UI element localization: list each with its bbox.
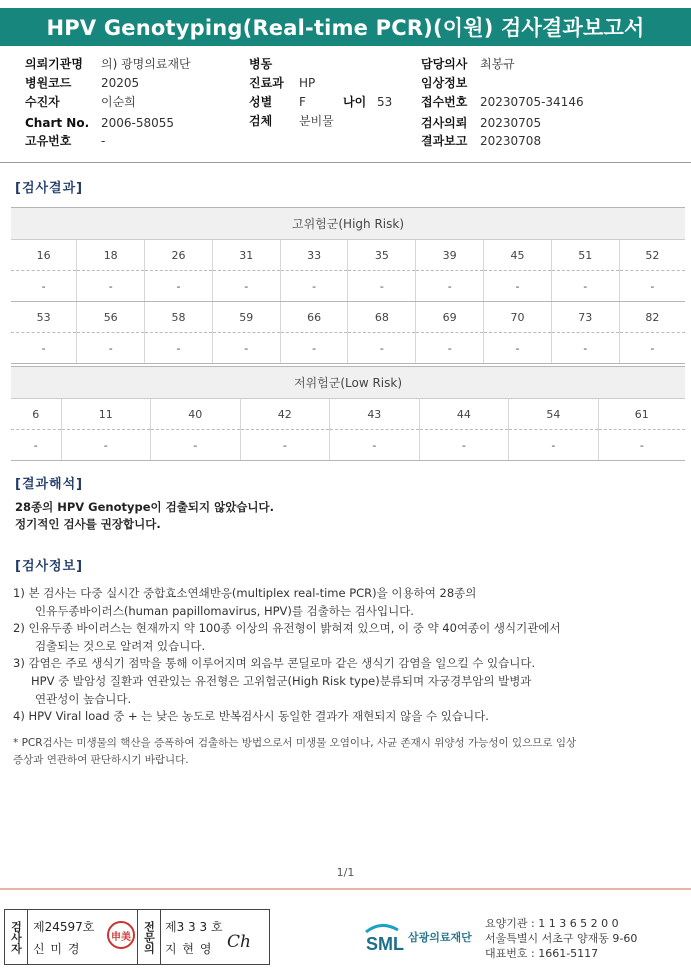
hospital-code-label: 병원코드 <box>25 76 72 90</box>
receipt-label: 접수번호 <box>421 95 468 109</box>
company-name: 삼광의료재단 <box>408 931 472 944</box>
specialist-label <box>137 910 161 964</box>
result-cell: - <box>11 430 61 461</box>
tester-license: 제24597호 <box>33 920 95 934</box>
genotype-cell: 45 <box>484 240 552 271</box>
result-cell: - <box>280 333 348 364</box>
note-line: 2) 인유두종 바이러스는 현재까지 약 100종 이상의 유전형이 밝혀져 있으며, 이 중 약 40여종이 생식기관에서 <box>13 621 561 636</box>
tester-name: 신 미 경 <box>33 942 81 956</box>
result-cell: - <box>11 271 77 302</box>
genotype-cell: 66 <box>280 302 348 333</box>
specialist-signature: Ch <box>227 932 251 952</box>
genotype-cell: 35 <box>348 240 416 271</box>
note-line: 검출되는 것으로 알려져 있습니다. <box>35 638 206 653</box>
result-cell: - <box>619 271 685 302</box>
genotype-cell: 6 <box>11 399 61 430</box>
genotype-cell: 73 <box>551 302 619 333</box>
signature-box <box>4 909 270 965</box>
institution-code: 요양기관 : 1 1 3 6 5 2 0 0 <box>485 917 619 930</box>
tester-seal: 申美 <box>107 921 135 949</box>
genotype-cell: 70 <box>484 302 552 333</box>
note-line: 인유두종바이러스(human papillomavirus, HPV)를 검출하는 검사입니다. <box>35 603 414 618</box>
result-cell: - <box>145 271 213 302</box>
note-line: 연관성이 높습니다. <box>35 691 132 706</box>
result-cell: - <box>330 430 420 461</box>
result-cell: - <box>348 333 416 364</box>
receipt-value: 20230705-34146 <box>480 95 584 109</box>
note-line: 3) 감염은 주로 생식기 점막을 통해 이루어지며 외음부 콘딜로마 같은 생식기 감염을 일으킬 수 있습니다. <box>13 656 536 671</box>
genotype-cell: 61 <box>598 399 685 430</box>
genotype-cell: 68 <box>348 302 416 333</box>
dept-value: HP <box>299 76 316 90</box>
genotype-cell: 43 <box>330 399 420 430</box>
institution-label: 의뢰기관명 <box>25 57 83 71</box>
genotype-cell: 16 <box>11 240 77 271</box>
examinee-label: 수진자 <box>25 95 60 109</box>
result-cell: - <box>77 271 145 302</box>
result-cell: - <box>77 333 145 364</box>
report-value: 20230708 <box>480 134 542 148</box>
result-cell: - <box>551 271 619 302</box>
unique-label: 고유번호 <box>25 134 72 148</box>
genotype-cell: 40 <box>151 399 241 430</box>
specialist-name: 지 현 영 <box>165 942 213 956</box>
specialist-license: 제3 3 3 호 <box>165 920 223 934</box>
genotype-cell: 33 <box>280 240 348 271</box>
divider <box>0 162 691 163</box>
genotype-cell: 53 <box>11 302 77 333</box>
genotype-cell: 56 <box>77 302 145 333</box>
tester-label <box>5 910 28 964</box>
request-value: 20230705 <box>480 116 542 130</box>
genotype-cell: 39 <box>416 240 484 271</box>
result-cell: - <box>484 333 552 364</box>
footer-divider <box>0 888 691 890</box>
high-risk-table <box>11 207 685 364</box>
chart-label: Chart No. <box>25 116 90 130</box>
note-line: 4) HPV Viral load 중 + 는 낮은 농도로 반복검사시 동일한 결과가 재현되지 않을 수 있습니다. <box>13 709 489 724</box>
footnote-line: 증상과 연관하여 판단하시기 바랍니다. <box>13 753 189 766</box>
company-address: 서울특별시 서초구 양재동 9-60 <box>485 932 638 945</box>
result-cell: - <box>619 333 685 364</box>
genotype-cell: 52 <box>619 240 685 271</box>
sml-logo-text: SML <box>366 934 404 954</box>
result-cell: - <box>484 271 552 302</box>
result-cell: - <box>212 333 280 364</box>
company-contact <box>485 916 637 961</box>
genotype-cell: 69 <box>416 302 484 333</box>
result-cell: - <box>419 430 509 461</box>
patient-info <box>25 55 685 155</box>
genotype-cell: 26 <box>145 240 213 271</box>
interpretation-line: 정기적인 검사를 권장합니다. <box>15 517 161 531</box>
result-cell: - <box>151 430 241 461</box>
specimen-value: 분비물 <box>299 114 334 128</box>
genotype-cell: 82 <box>619 302 685 333</box>
request-label: 검사의뢰 <box>421 116 468 130</box>
age-value: 53 <box>377 95 393 109</box>
genotype-cell: 51 <box>551 240 619 271</box>
hospital-code-value: 20205 <box>101 76 140 90</box>
sex-value: F <box>299 95 306 109</box>
result-cell: - <box>280 271 348 302</box>
dept-label: 진료과 <box>249 76 284 90</box>
report-title: HPV Genotyping(Real-time PCR)(이원) 검사결과보고서 <box>0 8 691 46</box>
footnote-line: * PCR검사는 미생물의 핵산을 증폭하여 검출하는 방법으로서 미생물 오염이나, 사균 존재시 위양성 가능성이 있으므로 임상 <box>13 737 577 749</box>
genotype-cell: 54 <box>509 399 599 430</box>
result-cell: - <box>416 333 484 364</box>
examinee-value: 이순희 <box>101 95 136 109</box>
genotype-cell: 59 <box>212 302 280 333</box>
sex-label: 성별 <box>249 95 273 109</box>
pcr-footnote <box>13 735 663 768</box>
doctor-value: 최봉규 <box>480 57 515 71</box>
result-cell: - <box>212 271 280 302</box>
report-label: 결과보고 <box>421 134 468 148</box>
result-cell: - <box>416 271 484 302</box>
specimen-label: 검체 <box>249 114 273 128</box>
page-number: 1/1 <box>336 866 355 879</box>
low-risk-table <box>11 366 685 461</box>
clinical-label: 임상정보 <box>421 76 468 90</box>
result-cell: - <box>551 333 619 364</box>
age-label: 나이 <box>343 95 367 109</box>
result-cell: - <box>509 430 599 461</box>
result-cell: - <box>348 271 416 302</box>
interpretation-heading: [결과해석] <box>15 477 84 492</box>
chart-value: 2006-58055 <box>101 116 175 130</box>
unique-value: - <box>101 134 106 148</box>
genotype-cell: 31 <box>212 240 280 271</box>
result-cell: - <box>11 333 77 364</box>
specialist-label-text: 전문의 <box>142 920 156 954</box>
ward-label: 병동 <box>249 57 273 71</box>
low-risk-header: 저위험군(Low Risk) <box>11 367 685 399</box>
result-cell: - <box>240 430 330 461</box>
genotype-cell: 42 <box>240 399 330 430</box>
result-cell: - <box>61 430 151 461</box>
tester-label-text: 검사자 <box>9 920 23 954</box>
high-risk-header: 고위험군(High Risk) <box>11 208 685 240</box>
note-line: 1) 본 검사는 다중 실시간 중합효소연쇄반응(multiplex real-time PCR)을 이용하여 28종의 <box>13 586 477 600</box>
interpretation-text <box>15 499 274 533</box>
interpretation-line: 28종의 HPV Genotype이 검출되지 않았습니다. <box>15 500 274 514</box>
institution-value: 의) 광명의료재단 <box>101 57 191 71</box>
genotype-cell: 44 <box>419 399 509 430</box>
results-heading: [검사결과] <box>15 181 84 196</box>
doctor-label: 담당의사 <box>421 57 468 71</box>
test-info-notes <box>13 585 683 726</box>
result-cell: - <box>598 430 685 461</box>
note-line: HPV 중 발암성 질환과 연관있는 유전형은 고위험군(High Risk type)분류되며 자궁경부암의 발병과 <box>31 673 532 688</box>
genotype-cell: 11 <box>61 399 151 430</box>
company-phone: 대표번호 : 1661-5117 <box>485 947 599 960</box>
genotype-cell: 18 <box>77 240 145 271</box>
result-cell: - <box>145 333 213 364</box>
genotype-cell: 58 <box>145 302 213 333</box>
info-heading: [검사정보] <box>15 559 84 574</box>
